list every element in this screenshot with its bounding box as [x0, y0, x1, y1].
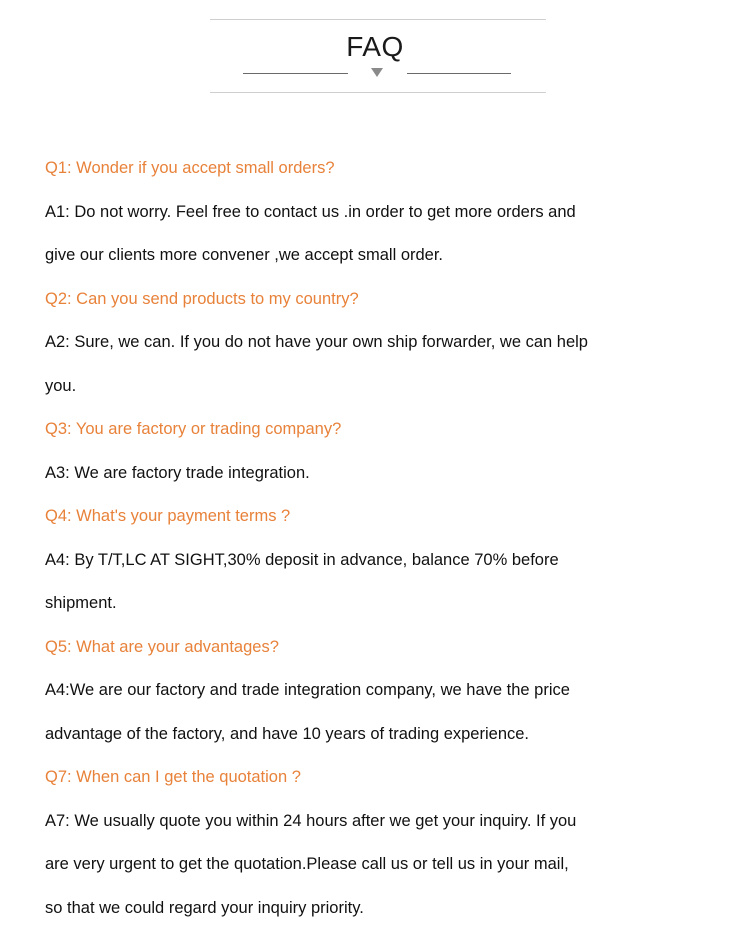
- faq-list: [45, 147, 620, 930]
- faq-answer-line: A3: We are factory trade integration.: [45, 463, 310, 482]
- faq-answer-line: shipment.: [45, 594, 117, 612]
- faq-header: [0, 0, 750, 100]
- faq-answer-line: you.: [45, 376, 77, 395]
- title-divider-right: [407, 73, 511, 74]
- faq-answer-line: A7: We usually quote you within 24 hours after we get your inquiry. If you: [45, 811, 577, 830]
- faq-question: Q4: What's your payment terms ?: [45, 507, 291, 525]
- faq-answer-line: give our clients more convener ,we accept small order.: [45, 246, 444, 264]
- page-title: FAQ: [346, 31, 404, 62]
- title-divider-left: [243, 73, 348, 74]
- faq-answer-line: so that we could regard your inquiry priority.: [45, 898, 364, 917]
- faq-question: Q7: When can I get the quotation ?: [45, 768, 301, 786]
- faq-question: Q2: Can you send products to my country?: [45, 289, 359, 308]
- chevron-down-icon: [371, 68, 383, 77]
- faq-answer-line: are very urgent to get the quotation.Please call us or tell us in your mail,: [45, 855, 569, 873]
- faq-answer-line: A2: Sure, we can. If you do not have your own ship forwarder, we can help: [45, 333, 588, 351]
- faq-answer-line: A4:We are our factory and trade integration company, we have the price: [45, 681, 570, 699]
- faq-question: Q1: Wonder if you accept small orders?: [45, 159, 335, 177]
- header-bottom-rule: [210, 92, 546, 93]
- faq-question: Q3: You are factory or trading company?: [45, 420, 342, 438]
- faq-answer-line: A1: Do not worry. Feel free to contact us .in order to get more orders and: [45, 202, 576, 221]
- faq-answer-line: A4: By T/T,LC AT SIGHT,30% deposit in advance, balance 70% before: [45, 550, 559, 569]
- faq-question: Q5: What are your advantages?: [45, 637, 279, 656]
- faq-answer-line: advantage of the factory, and have 10 years of trading experience.: [45, 724, 530, 743]
- header-top-rule: [210, 19, 546, 20]
